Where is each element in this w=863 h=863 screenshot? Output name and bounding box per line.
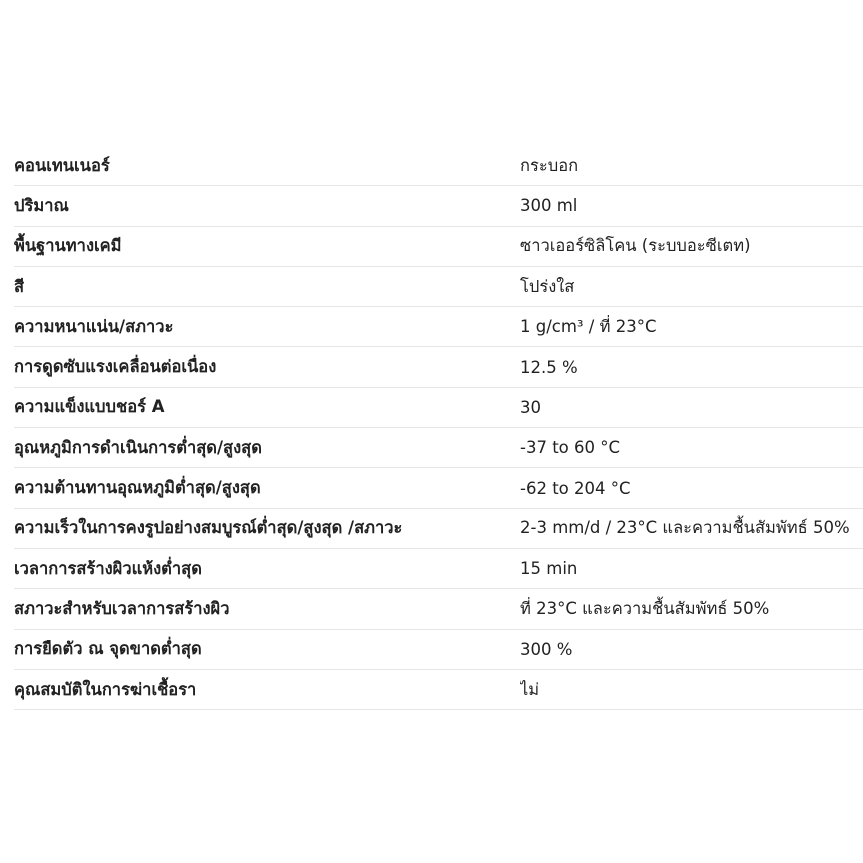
spec-label: คอนเทนเนอร์ [14,155,110,175]
spec-row-application-temperature [14,428,863,468]
spec-label: ความแข็งแบบชอร์ A [14,397,165,417]
spec-value: 12.5 % [520,357,578,377]
spec-row-fungicidal [14,670,863,710]
spec-row-shore-hardness [14,388,863,428]
spec-label: เวลาการสร้างผิวแห้งต่ำสุด [14,558,202,578]
spec-row-curing-speed [14,509,863,549]
spec-label: สภาวะสำหรับเวลาการสร้างผิว [14,598,230,618]
spec-value: 1 g/cm³ / ที่ 23°C [520,316,657,336]
spec-value: 15 min [520,559,578,579]
spec-value: ซาวเออร์ซิลิโคน (ระบบอะซีเตท) [520,236,751,256]
spec-row-container [14,146,863,186]
spec-row-skin-time-condition [14,589,863,629]
spec-row-volume [14,186,863,226]
spec-label: ปริมาณ [14,195,69,215]
spec-value: 300 % [520,639,573,659]
spec-label: สี [14,276,25,296]
spec-value: 2-3 mm/d / 23°C และความชื้นสัมพัทธ์ 50% [520,518,850,538]
spec-value: กระบอก [520,155,579,175]
spec-row-skin-time [14,549,863,589]
spec-value: ที่ 23°C และความชื้นสัมพัทธ์ 50% [520,598,770,618]
spec-row-chemical-base [14,227,863,267]
spec-label: การดูดซับแรงเคลื่อนต่อเนื่อง [14,357,217,377]
spec-value: -62 to 204 °C [520,478,631,498]
spec-value: -37 to 60 °C [520,438,621,458]
spec-label: ความหนาแน่น/สภาวะ [14,316,174,336]
spec-table [14,146,863,710]
spec-row-density [14,307,863,347]
spec-label: การยืดตัว ณ จุดขาดต่ำสุด [14,639,202,659]
spec-row-temperature-resistance [14,468,863,508]
spec-row-movement-capability [14,347,863,387]
spec-value: โปร่งใส [520,276,575,296]
spec-value: 30 [520,397,541,417]
spec-value: 300 ml [520,196,578,216]
spec-label: พื้นฐานทางเคมี [14,236,122,256]
spec-row-elongation-at-break [14,630,863,670]
spec-row-color [14,267,863,307]
spec-label: อุณหภูมิการดำเนินการต่ำสุด/สูงสุด [14,437,262,457]
spec-label: คุณสมบัติในการฆ่าเชื้อรา [14,679,197,699]
spec-label: ความต้านทานอุณหภูมิต่ำสุด/สูงสุด [14,478,261,498]
spec-label: ความเร็วในการคงรูปอย่างสมบูรณ์ต่ำสุด/สูงสุด /สภาวะ [14,518,403,538]
spec-value: ไม่ [520,679,540,699]
